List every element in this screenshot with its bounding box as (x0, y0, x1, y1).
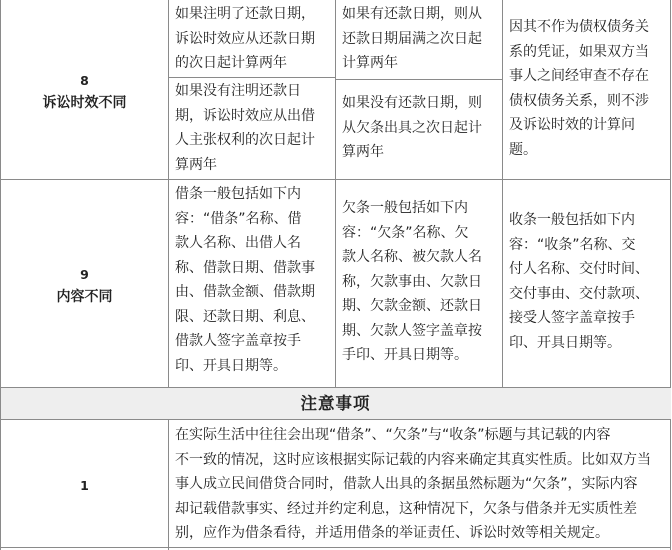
jietiao-term-with-due-date: 如果注明了还款日期， 诉讼时效应从还款日期 的次日起计算两年 (175, 6, 315, 71)
row-number: 9 (80, 267, 89, 282)
qiantiao-term-with-due-date: 如果有还款日期，则从 还款日期届满之次日起 计算两年 (342, 6, 482, 71)
jietiao-term-without-due-date: 如果没有注明还款日 期，诉讼时效应从出借 人主张权利的次日起计 算两年 (175, 83, 315, 173)
row-label: 内容不同 (56, 289, 113, 305)
grid-line (168, 77, 335, 78)
row-label: 诉讼时效不同 (42, 95, 127, 111)
grid-line (0, 419, 671, 420)
grid-line (670, 0, 671, 550)
shoutiao-term: 因其不作为债权债务关 系的凭证，如果双方当 事人之间经审查不存在 债权债务关系，则不涉 及诉讼时效的计算问 题。 (509, 19, 649, 158)
note-text: 在实际生活中往往会出现“借条”、“欠条”与“收条”标题与其记载的内容 不一致的情况，这时应该根据实际记载的内容来确定其真实性质。比如双方当 事人成立民间借贷合同时，借款人出具的条据虽然标题为“欠条”，实际内容 却记载借款事实、经过并约定利息，这种情况下，欠条与借条并无实质性差 别，应作为借条看待，并适用借条的举证责任、诉讼时效等相关规定。 (175, 427, 651, 541)
grid-line (502, 0, 503, 387)
grid-line (168, 0, 169, 387)
qiantiao-content: 欠条一般包括如下内 容：“欠条”名称、欠 款人名称、被欠款人名 称，欠款事由、欠款日 期、欠款金额、还款日 期、欠款人签字盖章按 手印、开具日期等。 (342, 200, 482, 363)
row-number: 8 (80, 73, 89, 88)
note-number: 1 (80, 478, 89, 493)
grid-line (168, 419, 169, 550)
shoutiao-content: 收条一般包括如下内 容：“收条”名称、交 付人名称、交付时间、 交付事由、交付款项、 接受人签字盖章按手 印、开具日期等。 (509, 212, 649, 351)
jietiao-content: 借条一般包括如下内 容：“借条”名称、借 款人名称、出借人名 称、借款日期、借款事 由、借款金额、借款期 限、还款日期、利息、 借款人签字盖章按手 印、开具日期等。 (175, 186, 315, 374)
qiantiao-term-without-due-date: 如果没有还款日期，则 从欠条出具之次日起计 算两年 (342, 95, 482, 160)
grid-line (335, 0, 336, 387)
notes-heading: 注意事项 (300, 394, 371, 413)
grid-line (0, 547, 671, 548)
grid-line (335, 79, 502, 80)
grid-line (0, 179, 671, 180)
